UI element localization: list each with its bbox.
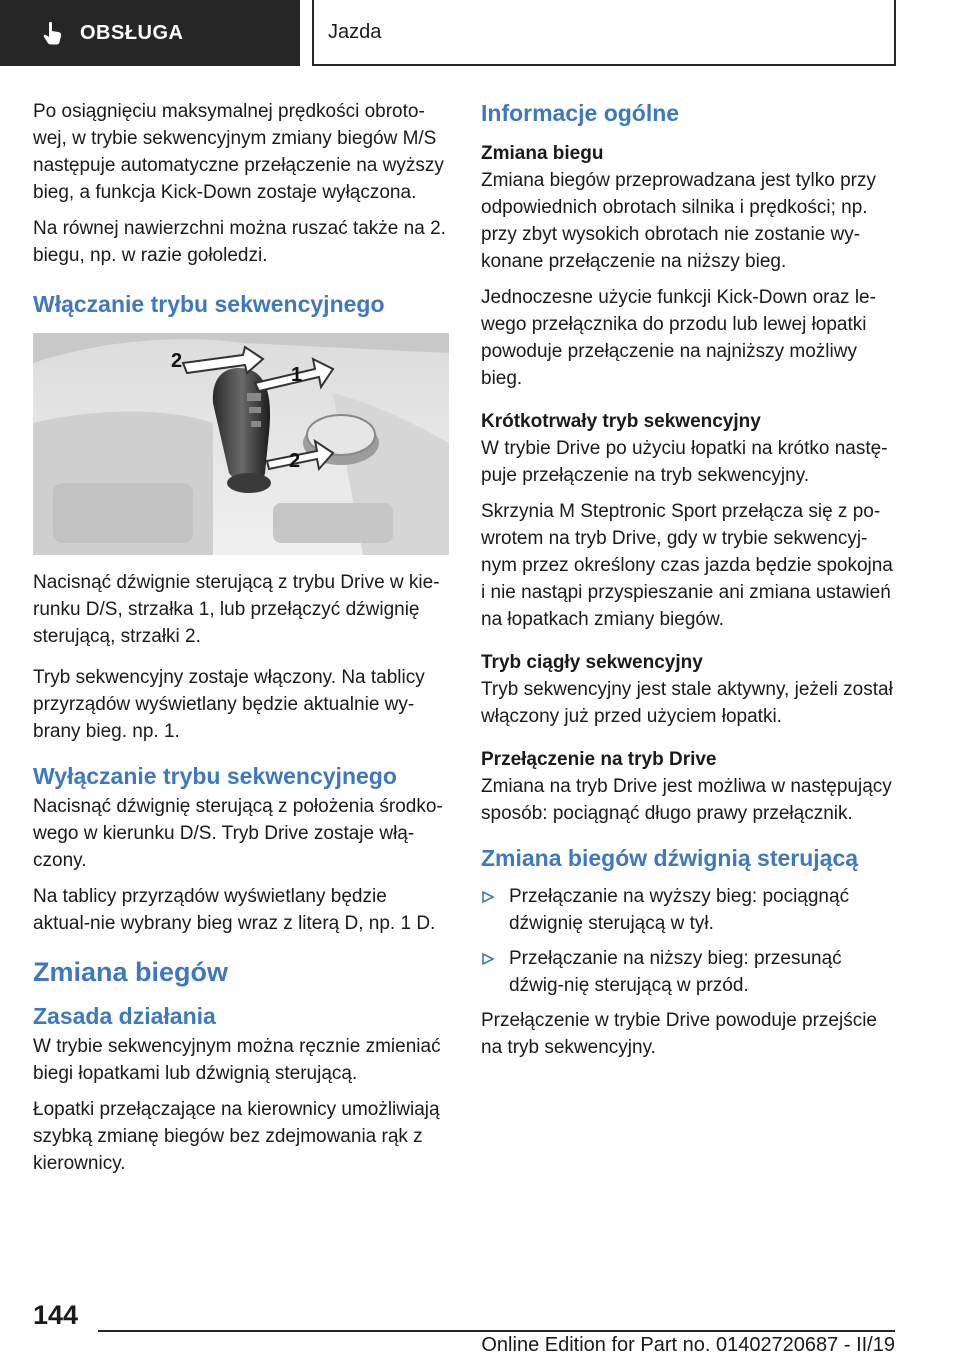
section-heading: Informacje ogólne — [481, 100, 680, 126]
paragraph: Nacisnąć dźwignię sterującą z położenia środko‐wego w kierunku D/S. Tryb Drive zostaje włą‐czony. — [33, 796, 443, 871]
figure-label: 2 — [289, 450, 301, 472]
section-heading: Zasada działania — [33, 1003, 216, 1029]
hand-pointer-icon — [40, 20, 66, 46]
left-column — [33, 98, 449, 1186]
list-item — [481, 945, 897, 999]
paragraph: Łopatki przełączające na kierownicy umożliwiają szybką zmianę biegów bez zdejmowania rąk z kierownicy. — [33, 1099, 440, 1174]
subsection-heading: Krótkotrwały tryb sekwencyjny — [481, 411, 761, 432]
paragraph: Tryb sekwencyjny zostaje włączony. Na tablicy przyrządów wyświetlany będzie aktualnie wy‐brany bieg. np. 1. — [33, 667, 425, 742]
subsection-heading: Przełączenie na tryb Drive — [481, 749, 717, 770]
paragraph: Po osiągnięciu maksymalnej prędkości obroto‐wej, w trybie sekwencyjnym zmiany biegów M/S następuje automatyczne przełączenie na wyższy bieg, a funkcja Kick-Down zostaje wyłączona. — [33, 101, 444, 203]
paragraph: Zmiana na tryb Drive jest możliwa w następujący sposób: pociągnąć długo prawy przełącznik. — [481, 776, 892, 824]
triangle-bullet-icon — [481, 883, 509, 937]
page-header — [0, 0, 960, 66]
paragraph: W trybie Drive po użyciu łopatki na krótko nastę‐puje przełączenie na tryb sekwencyjny. — [481, 438, 888, 486]
gear-selector-figure — [33, 333, 449, 555]
section-heading: Włączanie trybu sekwencyjnego — [33, 291, 385, 317]
paragraph: Skrzynia M Steptronic Sport przełącza się z po‐wrotem na tryb Drive, gdy w trybie sekwencyj‐nym przez określony czas jazda będzie spokojna i nie nastąpi przyspieszanie ani zmiana ustawień na łopatkach zmiany biegów. — [481, 501, 893, 630]
paragraph: Na tablicy przyrządów wyświetlany będzie aktual‐nie wybrany bieg wraz z literą D, np. 1 D. — [33, 886, 436, 934]
footer-divider — [98, 1330, 895, 1332]
subsection-heading: Zmiana biegu — [481, 143, 604, 164]
subsection-heading: Tryb ciągły sekwencyjny — [481, 652, 703, 673]
paragraph: Tryb sekwencyjny jest stale aktywny, jeżeli został włączony już przed użyciem łopatki. — [481, 679, 893, 727]
edition-info: Online Edition for Part no. 01402720687 - II/19 — [481, 1334, 895, 1356]
figure-label: 2 — [171, 350, 183, 372]
section-tab — [0, 0, 300, 66]
section-label: OBSŁUGA — [80, 21, 184, 44]
chapter-label: Jazda — [328, 20, 382, 43]
paragraph: W trybie sekwencyjnym można ręcznie zmieniać biegi łopatkami lub dźwignią sterującą. — [33, 1036, 441, 1084]
page-number: 144 — [33, 1300, 79, 1330]
paragraph: Nacisnąć dźwignie sterującą z trybu Drive w kie‐runku D/S, strzałka 1, lub przełączyć dźwignię sterującą, strzałki 2. — [33, 572, 440, 647]
paragraph: Jednoczesne użycie funkcji Kick-Down oraz le‐wego przełącznika do przodu lub lewej łopatki powoduje przełączenie na najniższy możliwy bieg. — [481, 287, 876, 389]
figure-label: 1 — [291, 364, 303, 386]
paragraph: Zmiana biegów przeprowadzana jest tylko przy odpowiednich obrotach silnika i prędkości; np. przy zbyt wysokich obrotach nie zostanie wy‐konane przełączenie na niższy bieg. — [481, 170, 876, 272]
triangle-bullet-icon — [481, 945, 509, 999]
paragraph: Przełączenie w trybie Drive powoduje przejście na tryb sekwencyjny. — [481, 1010, 878, 1058]
right-column — [481, 98, 897, 1070]
gear-selector-illustration — [33, 333, 449, 555]
section-heading: Zmiana biegów dźwignią sterującą — [481, 845, 859, 871]
chapter-tab — [312, 0, 896, 66]
chapter-heading: Zmiana biegów — [33, 957, 229, 987]
paragraph: Na równej nawierzchni można ruszać także na 2. biegu, np. w razie gołoledzi. — [33, 218, 446, 266]
list-item-text: Przełączanie na wyższy bieg: pociągnąć dźwignię sterującą w tył. — [509, 886, 850, 934]
list-item-text: Przełączanie na niższy bieg: przesunąć dźwig‐nię sterującą w przód. — [509, 948, 842, 996]
list-item — [481, 883, 897, 937]
section-heading: Wyłączanie trybu sekwencyjnego — [33, 763, 397, 789]
